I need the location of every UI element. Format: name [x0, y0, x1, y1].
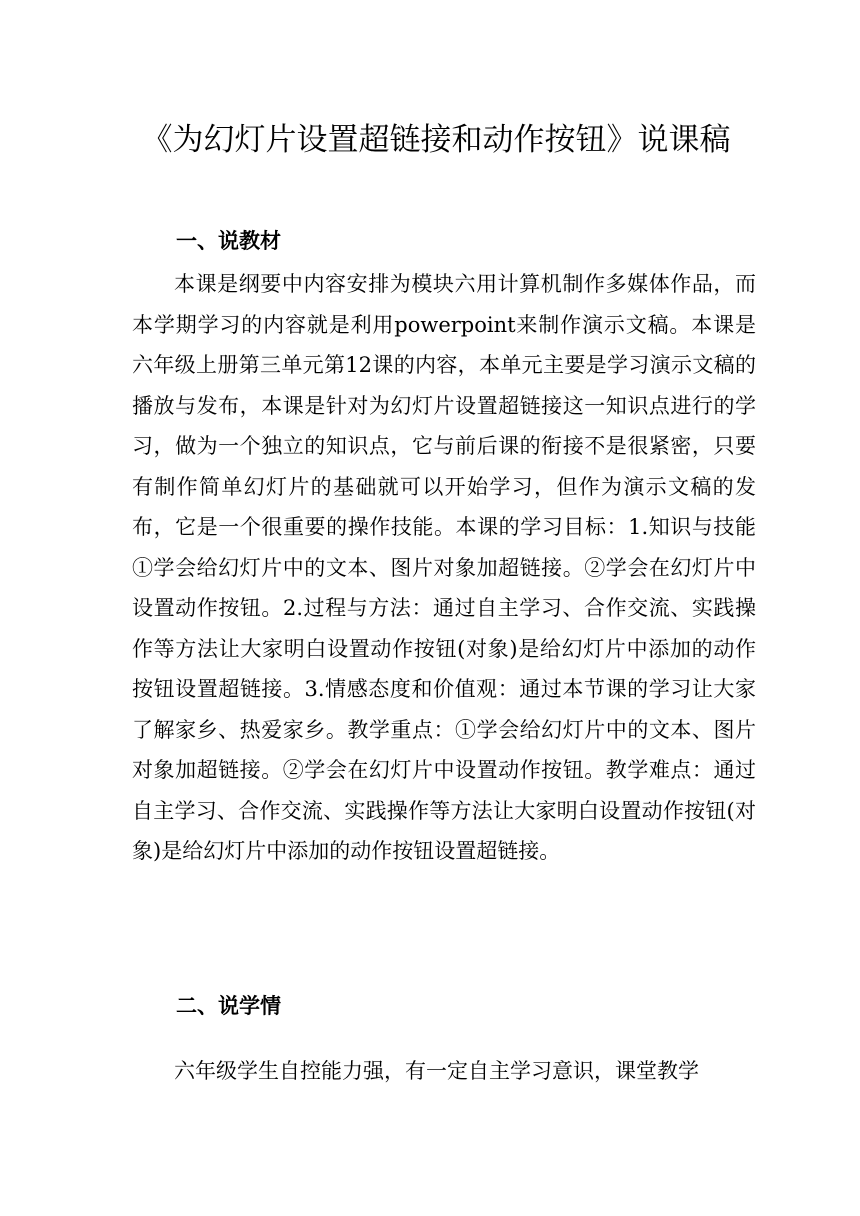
document-title: 《为幻灯片设置超链接和动作按钮》说课稿 [141, 122, 731, 158]
section-paragraph-students: 六年级学生自控能力强，有一定自主学习意识，课堂教学 [174, 1059, 699, 1083]
section-paragraph-textbook: 本课是纲要中内容安排为模块六用计算机制作多媒体作品，而本学期学习的内容就是利用powerpoint来制作演示文稿。本课是六年级上册第三单元第12课的内容，本单元主要是学习演示文稿的播放与发布，本课是针对为幻灯片设置超链接这一知识点进行的学习，做为一个独立的知识点，它与前后课的衔接不是很紧密，只要有制作简单幻灯片的基础就可以开始学习，但作为演示文稿的发布，它是一个很重要的操作技能。本课的学习目标：1.知识与技能①学会给幻灯片中的文本、图片对象加超链接。②学会在幻灯片中设置动作按钮。2.过程与方法：通过自主学习、合作交流、实践操作等方法让大家明白设置动作按钮(对象)是给幻灯片中添加的动作按钮设置超链接。3.情感态度和价值观：通过本节课的学习让大家了解家乡、热爱家乡。教学重点：①学会给幻灯片中的文本、图片对象加超链接。②学会在幻灯片中设置动作按钮。教学难点：通过自主学习、合作交流、实践操作等方法让大家明白设置动作按钮(对象)是给幻灯片中添加的动作按钮设置超链接。 [132, 272, 756, 863]
section-heading-textbook: 一、说教材 [176, 229, 281, 253]
section-heading-students: 二、说学情 [176, 994, 281, 1018]
